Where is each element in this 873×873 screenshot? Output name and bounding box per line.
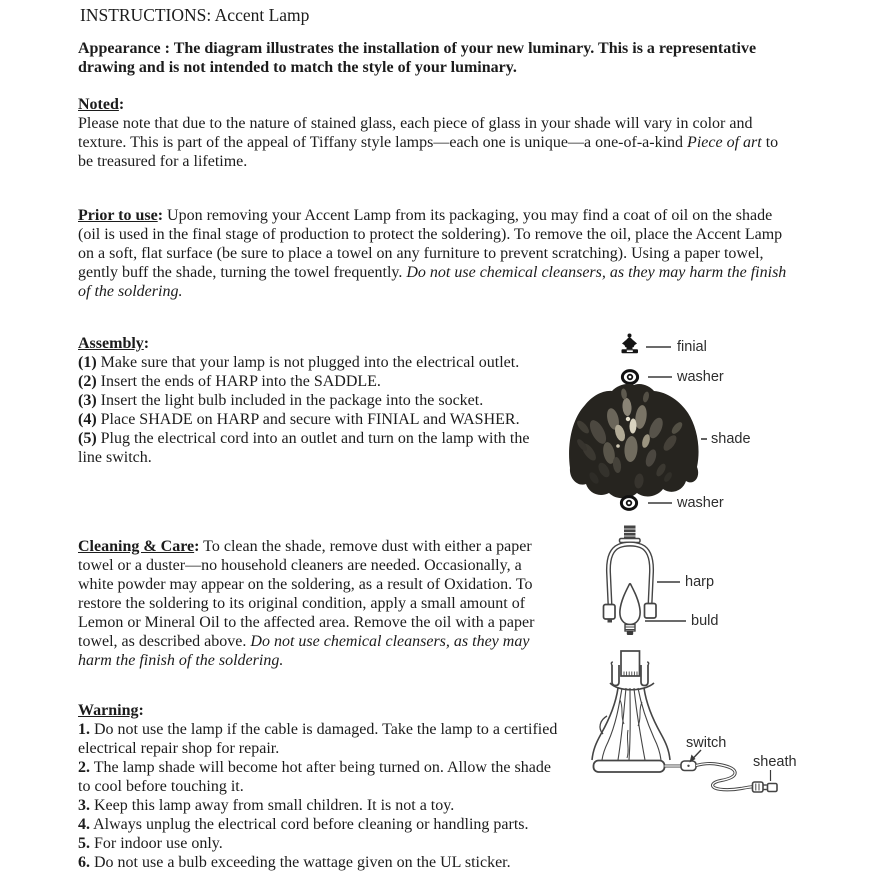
item-text: Keep this lamp away from small children. It is not a toy. bbox=[94, 797, 455, 814]
heading-text: Cleaning & Care bbox=[78, 538, 195, 555]
body-text: To clean the shade, remove dust with either a paper towel or a duster—no household cleaners are needed. Occasionally, a white powder may appear on the soldering, as a result of Oxidation. To restore the soldering to its original condition, apply a small amount of Lemon or Mineral Oil to the affected area. Remove the oil with a paper towel, as described above. bbox=[78, 538, 535, 650]
section-prior-to-use bbox=[78, 206, 792, 301]
noted-body bbox=[78, 114, 790, 171]
assembly-heading bbox=[78, 334, 556, 353]
body-text: Please note that due to the nature of stained glass, each piece of glass in your shade will vary in color and texture. This is part of the appeal of Tiffany style lamps—each one is unique—a one-of-a-kind bbox=[78, 115, 753, 151]
item-number: (2) bbox=[78, 373, 97, 390]
assembly-step bbox=[78, 429, 556, 467]
item-text: Insert the light bulb included in the package into the socket. bbox=[100, 392, 484, 409]
assembly-step bbox=[78, 391, 556, 410]
item-text: Do not use a bulb exceeding the wattage given on the UL sticker. bbox=[94, 854, 511, 871]
plug-sheath-icon bbox=[753, 782, 778, 792]
assembly-step bbox=[78, 353, 556, 372]
assembly-step bbox=[78, 372, 556, 391]
warning-heading bbox=[78, 701, 559, 720]
item-number: 5. bbox=[78, 835, 90, 852]
warning-item bbox=[78, 758, 559, 796]
italic-text: Do not use chemical cleansers, as they may harm the finish of the soldering. bbox=[78, 633, 530, 669]
finial-label: finial bbox=[677, 339, 707, 355]
bulb-icon bbox=[620, 584, 640, 635]
harp-label: harp bbox=[685, 574, 715, 590]
item-number: 3. bbox=[78, 797, 90, 814]
item-number: (3) bbox=[78, 392, 97, 409]
item-text: Insert the ends of HARP into the SADDLE. bbox=[100, 373, 381, 390]
heading-colon: : bbox=[194, 538, 200, 555]
cord-switch-icon bbox=[665, 761, 753, 790]
page-title: INSTRUCTIONS: Accent Lamp bbox=[80, 5, 310, 25]
item-number: 1. bbox=[78, 721, 90, 738]
body-text: to be treasured for a lifetime. bbox=[78, 134, 779, 170]
item-number: 4. bbox=[78, 816, 90, 833]
warning-item bbox=[78, 834, 559, 853]
warning-item bbox=[78, 815, 559, 834]
item-number: (4) bbox=[78, 411, 97, 428]
heading-colon: : bbox=[118, 96, 125, 113]
section-warning bbox=[78, 701, 559, 872]
shade-label: shade bbox=[711, 431, 751, 447]
item-number: (5) bbox=[78, 430, 97, 447]
item-text: For indoor use only. bbox=[94, 835, 223, 852]
item-text: Make sure that your lamp is not plugged into the electrical outlet. bbox=[100, 354, 520, 371]
washer-top-icon bbox=[622, 371, 637, 384]
warning-item bbox=[78, 720, 559, 758]
item-text: Always unplug the electrical cord before cleaning or handling parts. bbox=[93, 816, 529, 833]
appearance-paragraph: Appearance : The diagram illustrates the installation of your new luminary. This is a representative drawing and is not intended to match the style of your luminary. bbox=[78, 40, 757, 76]
washer-bottom-icon bbox=[621, 497, 636, 510]
section-cleaning-care bbox=[78, 537, 538, 670]
heading-text: Prior to use bbox=[78, 207, 158, 224]
heading-text: Assembly bbox=[78, 335, 144, 352]
finial-icon bbox=[622, 334, 639, 354]
item-text: Plug the electrical cord into an outlet and turn on the lamp with the line switch. bbox=[78, 430, 530, 466]
warning-item bbox=[78, 796, 559, 815]
item-text: Do not use the lamp if the cable is damaged. Take the lamp to a certified electrical repair shop for repair. bbox=[78, 721, 558, 757]
item-number: (1) bbox=[78, 354, 97, 371]
heading-colon: : bbox=[157, 207, 164, 224]
heading-text: Warning bbox=[78, 702, 139, 719]
heading-colon: : bbox=[138, 702, 144, 719]
switch-label: switch bbox=[686, 735, 727, 751]
section-noted bbox=[78, 95, 790, 171]
lamp-base-icon bbox=[592, 651, 670, 772]
warning-item bbox=[78, 853, 559, 872]
item-number: 6. bbox=[78, 854, 90, 871]
italic-text: Do not use chemical cleansers, as they may harm the finish of the soldering. bbox=[78, 264, 787, 300]
washer-top-label: washer bbox=[677, 369, 724, 385]
switch-arrow bbox=[690, 750, 702, 763]
italic-text: Piece of art bbox=[687, 134, 762, 151]
item-number: 2. bbox=[78, 759, 90, 776]
shade-photo bbox=[569, 384, 698, 498]
body-text: Upon removing your Accent Lamp from its packaging, you may find a coat of oil on the shade (oil is used in the final stage of production to protect the soldering). To remove the oil, place the Accent Lamp on a soft, flat surface (be sure to place a towel on any furniture to prevent scratching). Using a paper towel, gently buff the shade, turning the towel frequently. bbox=[78, 207, 783, 281]
noted-heading bbox=[78, 95, 790, 114]
item-text: The lamp shade will become hot after being turned on. Allow the shade to cool before touching it. bbox=[78, 759, 551, 795]
assembly-step bbox=[78, 410, 556, 429]
heading-text: Noted bbox=[78, 96, 119, 113]
item-text: Place SHADE on HARP and secure with FINIAL and WASHER. bbox=[100, 411, 520, 428]
washer-bottom-label: washer bbox=[677, 495, 724, 511]
section-assembly bbox=[78, 334, 556, 467]
bulb-label: buld bbox=[691, 613, 719, 629]
sheath-label: sheath bbox=[753, 754, 797, 770]
heading-colon: : bbox=[143, 335, 150, 352]
